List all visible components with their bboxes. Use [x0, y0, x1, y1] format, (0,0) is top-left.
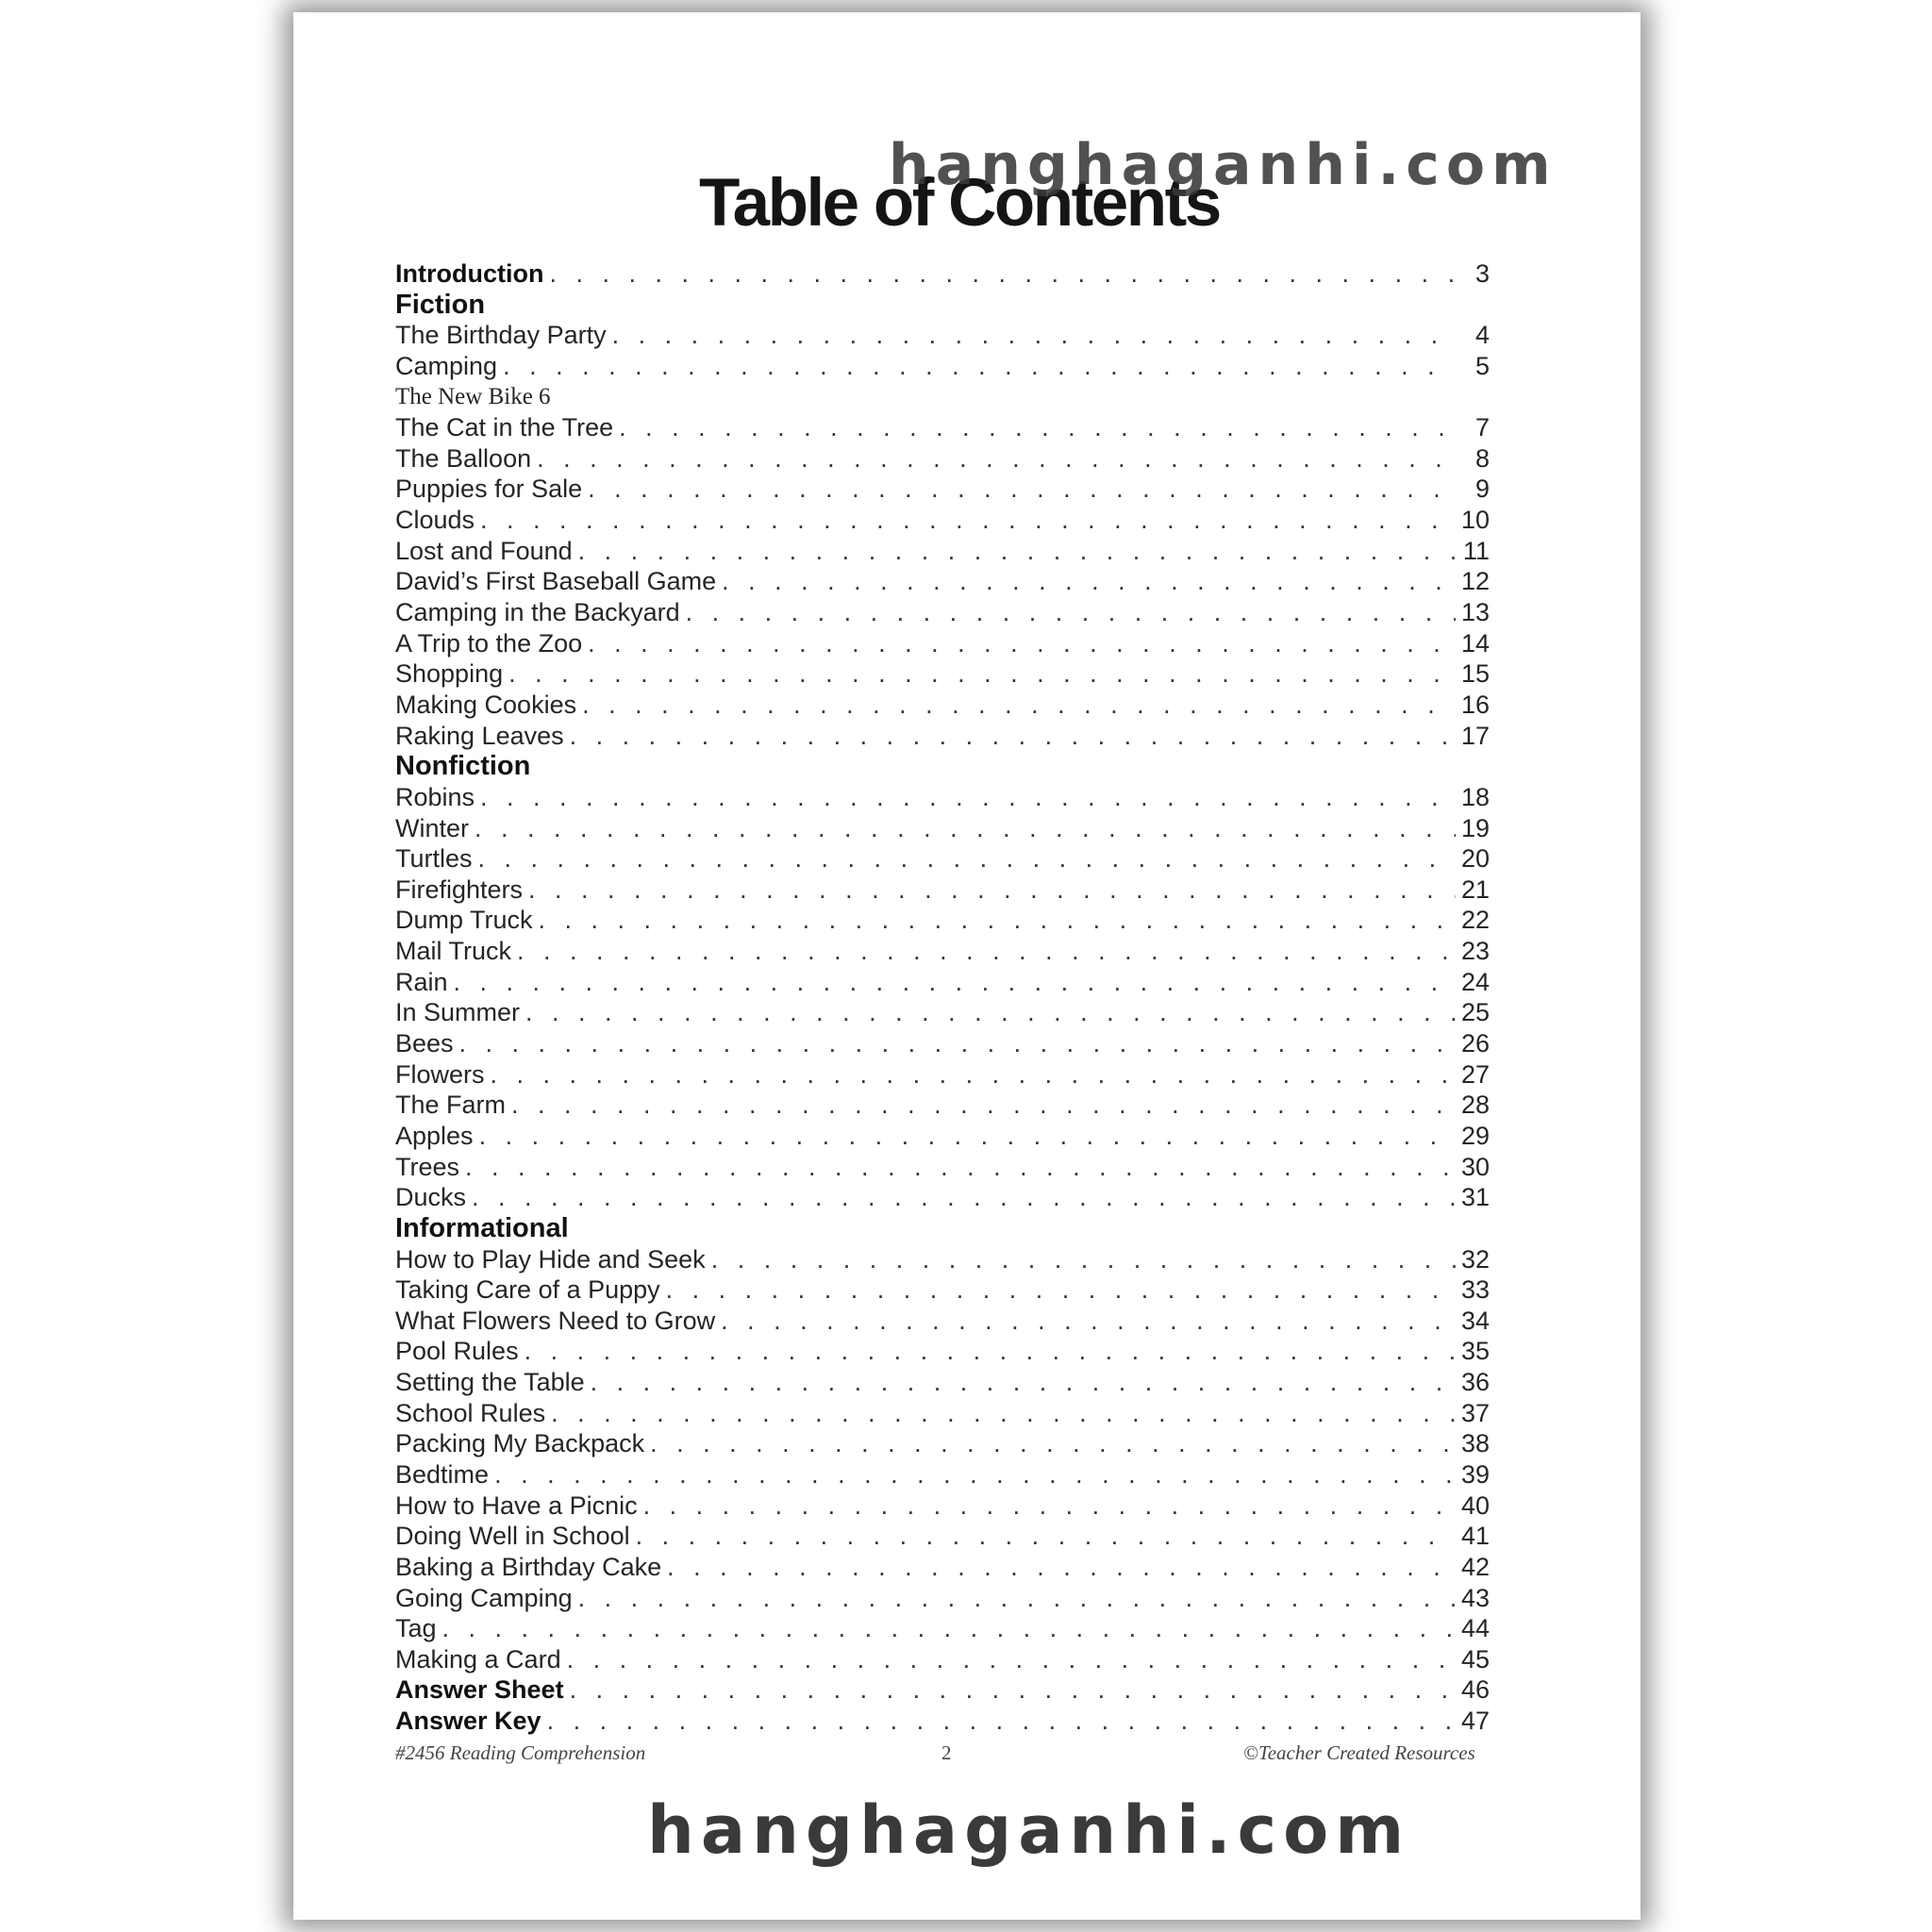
toc-entry-label: Fiction: [395, 289, 486, 320]
table-of-contents: [395, 258, 1490, 1737]
toc-entry: [395, 1336, 1490, 1367]
toc-dot-leader: [442, 1613, 1456, 1644]
toc-entry-label: Pool Rules: [395, 1337, 519, 1366]
toc-entry: [395, 1028, 1490, 1059]
toc-entry: [395, 1459, 1490, 1491]
toc-dot-leader: [480, 505, 1456, 536]
toc-page-number: 45: [1460, 1644, 1490, 1674]
toc-dot-leader: [667, 1552, 1456, 1583]
toc-entry: [395, 1644, 1490, 1675]
toc-entry-label: In Summer: [395, 998, 521, 1027]
toc-entry-label: How to Have a Picnic: [395, 1491, 638, 1520]
toc-entry-label: The Farm: [395, 1091, 507, 1120]
toc-page-number: 46: [1460, 1675, 1490, 1705]
toc-entry-label: Taking Care of a Puppy: [395, 1275, 660, 1305]
toc-entry: [395, 1398, 1490, 1429]
watermark-top: hanghaganhi.com: [889, 132, 1557, 198]
toc-entry: [395, 258, 1490, 290]
toc-page-number: 22: [1460, 906, 1490, 935]
toc-entry-label: Informational: [395, 1212, 569, 1243]
toc-section-heading: [395, 751, 1490, 782]
toc-dot-leader: [480, 782, 1456, 813]
toc-entry-label: Camping in the Backyard: [395, 598, 680, 627]
toc-entry-label: The Cat in the Tree: [395, 413, 614, 442]
toc-entry-label: Making a Card: [395, 1644, 561, 1674]
toc-entry: [395, 1182, 1490, 1213]
toc-dot-leader: [619, 412, 1456, 443]
toc-dot-leader: [551, 1398, 1456, 1429]
toc-entry-label: Trees: [395, 1152, 460, 1181]
toc-page-number: 44: [1460, 1614, 1490, 1643]
toc-entry-label: A Trip to the Zoo: [395, 628, 583, 658]
toc-dot-leader: [478, 843, 1456, 874]
toc-entry: [395, 1552, 1490, 1583]
footer-copyright: ©Teacher Created Resources: [1243, 1741, 1475, 1764]
toc-dot-leader: [588, 628, 1456, 659]
toc-entry: [395, 1121, 1490, 1152]
toc-entry-label: Shopping: [395, 659, 504, 689]
toc-entry-label: Answer Key: [395, 1707, 541, 1736]
toc-page-number: 42: [1460, 1552, 1490, 1581]
toc-entry: [395, 997, 1490, 1028]
toc-entry-label: Answer Sheet: [395, 1675, 564, 1705]
toc-dot-leader: [511, 1090, 1456, 1121]
toc-entry-label: Dump Truck: [395, 906, 533, 935]
toc-dot-leader: [588, 474, 1456, 505]
toc-page-number: 13: [1460, 598, 1490, 627]
toc-entry-label: Nonfiction: [395, 751, 531, 782]
toc-dot-leader: [537, 443, 1456, 475]
toc-dot-leader: [721, 1306, 1456, 1337]
toc-dot-leader: [479, 1121, 1456, 1152]
toc-entry: [395, 721, 1490, 752]
toc-dot-leader: [503, 351, 1456, 382]
toc-page-number: 33: [1460, 1275, 1490, 1305]
toc-dot-leader: [508, 658, 1456, 690]
toc-page-number: 36: [1460, 1368, 1490, 1397]
toc-entry-label: Clouds: [395, 506, 475, 535]
toc-page-number: 31: [1460, 1183, 1490, 1212]
toc-dot-leader: [686, 597, 1456, 628]
toc-entry: [395, 1706, 1490, 1737]
toc-entry-label: Winter: [395, 813, 470, 842]
toc-entry-label: Bees: [395, 1029, 454, 1058]
toc-entry-label: Going Camping: [395, 1583, 573, 1612]
toc-page-number: 38: [1460, 1429, 1490, 1458]
toc-entry: [395, 443, 1490, 475]
toc-page-number: 16: [1460, 690, 1490, 719]
toc-page-number: 43: [1460, 1583, 1490, 1612]
toc-entry: [395, 1428, 1490, 1459]
toc-entry-label: Lost and Found: [395, 536, 573, 565]
toc-dot-leader: [570, 1674, 1456, 1706]
toc-dot-leader: [570, 721, 1456, 752]
toc-entry: [395, 874, 1490, 906]
toc-entry-label: David’s First Baseball Game: [395, 567, 717, 596]
toc-entry: [395, 320, 1490, 351]
toc-entry-label: Apples: [395, 1121, 474, 1150]
toc-entry: [395, 843, 1490, 874]
footer-book-title: #2456 Reading Comprehension: [395, 1741, 646, 1764]
toc-entry: [395, 474, 1490, 505]
toc-entry-label: Tag: [395, 1614, 437, 1643]
toc-entry: [395, 1367, 1490, 1398]
toc-page-number: 21: [1460, 874, 1490, 904]
toc-entry: [395, 1090, 1490, 1121]
toc-dot-leader: [636, 1521, 1456, 1552]
toc-section-heading: [395, 1213, 1490, 1244]
toc-entry-label: Turtles: [395, 844, 473, 874]
toc-entry: [395, 351, 1490, 382]
toc-entry: [395, 1244, 1490, 1275]
toc-entry-label: Flowers: [395, 1059, 485, 1089]
toc-page-number: 29: [1460, 1121, 1490, 1150]
toc-page-number: 5: [1474, 351, 1490, 380]
toc-entry-label: Mail Truck: [395, 937, 512, 966]
footer-page-number: 2: [941, 1741, 952, 1764]
toc-entry-label: Puppies for Sale: [395, 475, 583, 504]
toc-entry: [395, 412, 1490, 443]
toc-dot-leader: [494, 1459, 1456, 1491]
toc-dot-leader: [582, 690, 1456, 721]
toc-entry: [395, 628, 1490, 659]
toc-entry: [395, 536, 1490, 567]
toc-dot-leader: [578, 1583, 1456, 1614]
toc-dot-leader: [525, 997, 1456, 1028]
toc-entry: [395, 1491, 1490, 1522]
toc-entry-label: The Balloon: [395, 443, 532, 473]
toc-entry: [395, 1059, 1490, 1091]
toc-dot-leader: [459, 1028, 1456, 1059]
toc-page-number: 32: [1460, 1244, 1490, 1274]
toc-entry-label: What Flowers Need to Grow: [395, 1306, 716, 1335]
toc-dot-leader: [612, 320, 1456, 351]
toc-dot-leader: [472, 1182, 1456, 1213]
toc-entry: [395, 566, 1490, 597]
toc-dot-leader: [567, 1644, 1456, 1675]
toc-dot-leader: [549, 258, 1456, 290]
toc-dot-leader: [666, 1274, 1456, 1306]
toc-entry-label: The New Bike 6: [395, 383, 551, 409]
toc-dot-leader: [517, 936, 1456, 967]
toc-entry-label: Packing My Backpack: [395, 1429, 645, 1458]
toc-entry-label: Robins: [395, 782, 475, 811]
toc-entry-label: Ducks: [395, 1183, 467, 1212]
toc-dot-leader: [643, 1491, 1456, 1522]
toc-page-number: 35: [1460, 1337, 1490, 1366]
toc-page-number: 39: [1460, 1459, 1490, 1489]
toc-page-number: 28: [1460, 1091, 1490, 1120]
toc-page-number: 25: [1460, 998, 1490, 1027]
toc-entry-label: Baking a Birthday Cake: [395, 1552, 662, 1581]
toc-entry-label: The Birthday Party: [395, 321, 607, 350]
toc-entry: [395, 1521, 1490, 1552]
toc-page-number: 4: [1474, 321, 1490, 350]
toc-page-number: 26: [1460, 1029, 1490, 1058]
toc-entry-label: Raking Leaves: [395, 721, 564, 750]
toc-dot-leader: [711, 1244, 1456, 1275]
toc-entry-label: How to Play Hide and Seek: [395, 1244, 706, 1274]
toc-dot-leader: [528, 874, 1456, 906]
toc-entry: [395, 967, 1490, 998]
toc-page-number: 41: [1460, 1522, 1490, 1551]
toc-page-number: 27: [1460, 1059, 1490, 1089]
page-title: Table of Contents: [699, 166, 1220, 241]
toc-entry-label: School Rules: [395, 1398, 546, 1427]
watermark-bottom: hanghaganhi.com: [647, 1791, 1411, 1869]
toc-dot-leader: [722, 566, 1456, 597]
toc-page-number: 24: [1460, 967, 1490, 996]
toc-entry-label: Setting the Table: [395, 1368, 585, 1397]
toc-page-number: 37: [1460, 1398, 1490, 1427]
toc-page-number: 10: [1460, 506, 1490, 535]
toc-entry: [395, 1274, 1490, 1306]
toc-entry: [395, 813, 1490, 844]
toc-page-number: 20: [1460, 844, 1490, 874]
toc-page-number: 34: [1460, 1306, 1490, 1335]
toc-dot-leader: [465, 1152, 1456, 1183]
toc-page-number: 15: [1460, 659, 1490, 689]
toc-entry-label: Doing Well in School: [395, 1522, 630, 1551]
toc-entry-label: Firefighters: [395, 874, 524, 904]
toc-entry-label: Rain: [395, 967, 448, 996]
toc-page-number: 14: [1460, 628, 1490, 658]
toc-page-number: 19: [1460, 813, 1490, 842]
toc-dot-leader: [547, 1706, 1456, 1737]
toc-entry: [395, 1613, 1490, 1644]
toc-entry-label: Making Cookies: [395, 690, 577, 719]
toc-page-number: 18: [1460, 782, 1490, 811]
toc-entry-label: Camping: [395, 351, 498, 380]
toc-entry: [395, 597, 1490, 628]
toc-entry: [395, 658, 1490, 690]
toc-page-number: 30: [1460, 1152, 1490, 1181]
toc-page-number: 3: [1474, 259, 1490, 288]
toc-entry: [395, 1306, 1490, 1337]
toc-entry: [395, 782, 1490, 813]
page-footer: [0, 1741, 1932, 1770]
toc-entry: [395, 905, 1490, 936]
toc-page-number: 9: [1474, 475, 1490, 504]
toc-dot-leader: [491, 1059, 1456, 1091]
toc-dot-leader: [539, 905, 1456, 936]
toc-dot-leader: [591, 1367, 1456, 1398]
toc-section-heading: [395, 290, 1490, 321]
toc-page-number: 47: [1460, 1707, 1490, 1736]
toc-entry: [395, 936, 1490, 967]
toc-page-number: 23: [1460, 937, 1490, 966]
toc-entry: [395, 1674, 1490, 1706]
toc-entry: [395, 505, 1490, 536]
toc-dot-leader: [650, 1428, 1456, 1459]
toc-dot-leader: [525, 1336, 1456, 1367]
toc-dot-leader: [454, 967, 1456, 998]
toc-page-number: 11: [1462, 536, 1490, 565]
toc-entry: [395, 690, 1490, 721]
toc-entry: [395, 1583, 1490, 1614]
toc-dot-leader: [578, 536, 1456, 567]
toc-page-number: 40: [1460, 1491, 1490, 1520]
toc-entry: [395, 1152, 1490, 1183]
toc-entry-label: Bedtime: [395, 1459, 490, 1489]
toc-page-number: 12: [1460, 567, 1490, 596]
toc-page-number: 17: [1460, 721, 1490, 750]
toc-dot-leader: [475, 813, 1456, 844]
toc-page-number: 7: [1474, 413, 1490, 442]
toc-entry: [395, 382, 1490, 413]
toc-page-number: 8: [1474, 443, 1490, 473]
toc-entry-label: Introduction: [395, 259, 544, 288]
